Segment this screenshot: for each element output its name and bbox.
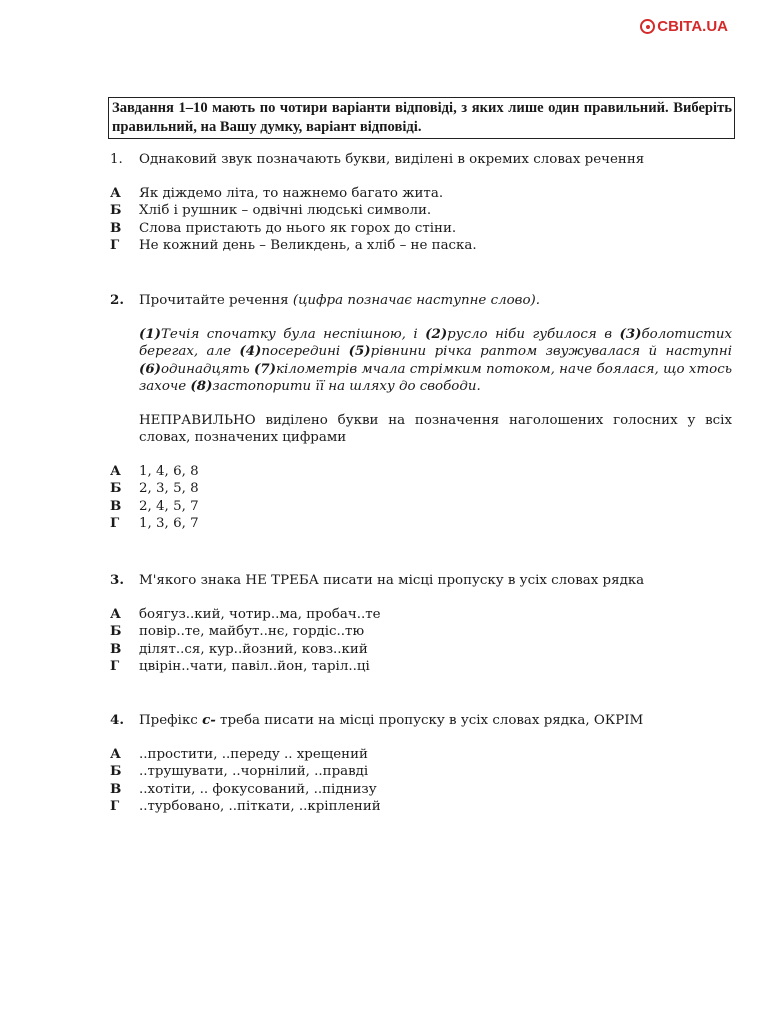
question-text: Однаковий звук позначають букви, виділені в окремих словах речення xyxy=(139,152,645,167)
options-list xyxy=(110,462,732,533)
option-a[interactable]: А 1, 4, 6, 8 xyxy=(110,462,199,479)
options-list xyxy=(110,184,732,255)
svita-logo xyxy=(640,18,728,35)
logo-circle-icon xyxy=(640,19,655,34)
option-d[interactable]: Г ..турбовано, ..піткати, ..кріплений xyxy=(110,798,381,814)
option-a[interactable]: А Як діждемо літа, то нажнемо багато жита. xyxy=(110,184,444,201)
option-c[interactable]: В ділят..ся, кур..йозний, ковз..кий xyxy=(110,640,368,657)
logo-text: СВІТА.UA xyxy=(657,18,728,35)
question-number: 3. xyxy=(110,572,124,588)
prefix-highlight: с- xyxy=(202,712,216,728)
question-number: 4. xyxy=(110,712,124,728)
question-prompt: НЕПРАВИЛЬНО виділено букви на позначення наголошених голосних у всіх словах, позначених цифрами xyxy=(139,412,732,445)
option-b[interactable]: Б повір..те, майбут..нє, гордіс..тю xyxy=(110,623,365,639)
question-number: 2. xyxy=(110,292,124,308)
question-text: М'якого знака НЕ ТРЕБА писати на місці пропуску в усіх словах рядка xyxy=(139,573,645,588)
option-c[interactable]: В 2, 4, 5, 7 xyxy=(110,497,199,514)
option-d[interactable]: Г 1, 3, 6, 7 xyxy=(110,515,199,531)
question-4 xyxy=(110,712,732,816)
options-list xyxy=(110,605,732,676)
question-1 xyxy=(110,151,732,255)
option-a[interactable]: А боягуз..кий, чотир..ма, пробач..те xyxy=(110,605,381,622)
question-text: Префікс с- треба писати на місці пропуску в усіх словах рядка, ОКРІМ xyxy=(139,712,644,728)
sentence-passage: (1)Течія спочатку була неспішною, і (2)русло ніби губилося в (3)болотистих берегах, але (4)посередині (5)рівнини річка раптом звужувалася й наступні (6)одинадцять (7)кілометрів мчала стрімким потоком, наче боялася, що хтось захоче (8)застопорити її на шляху до свободи. xyxy=(139,325,733,394)
question-note: (цифра позначає наступне слово). xyxy=(292,293,541,308)
question-2 xyxy=(110,292,732,533)
options-list xyxy=(110,745,732,816)
question-text: Прочитайте речення (цифра позначає наступне слово). xyxy=(139,293,541,308)
question-3 xyxy=(110,572,732,676)
option-b[interactable]: Б ..трушувати, ..чорнілий, ..правді xyxy=(110,763,369,779)
option-b[interactable]: Б Хліб і рушник – одвічні людські символи. xyxy=(110,202,432,218)
instruction-box: Завдання 1–10 мають по чотири варіанти відповіді, з яких лише один правильний. Виберіть правильний, на Вашу думку, варіант відповіді. xyxy=(108,97,735,139)
option-c[interactable]: В ..хотіти, .. фокусований, ..піднизу xyxy=(110,780,377,797)
option-d[interactable]: Г цвірін..чати, павіл..йон, таріл..ці xyxy=(110,658,370,674)
question-number: 1. xyxy=(110,152,123,167)
option-c[interactable]: В Слова пристають до нього як горох до стіни. xyxy=(110,219,457,236)
option-d[interactable]: Г Не кожний день – Великдень, а хліб – не паска. xyxy=(110,237,477,253)
option-b[interactable]: Б 2, 3, 5, 8 xyxy=(110,480,199,496)
option-a[interactable]: А ..простити, ..переду .. хрещений xyxy=(110,745,368,762)
